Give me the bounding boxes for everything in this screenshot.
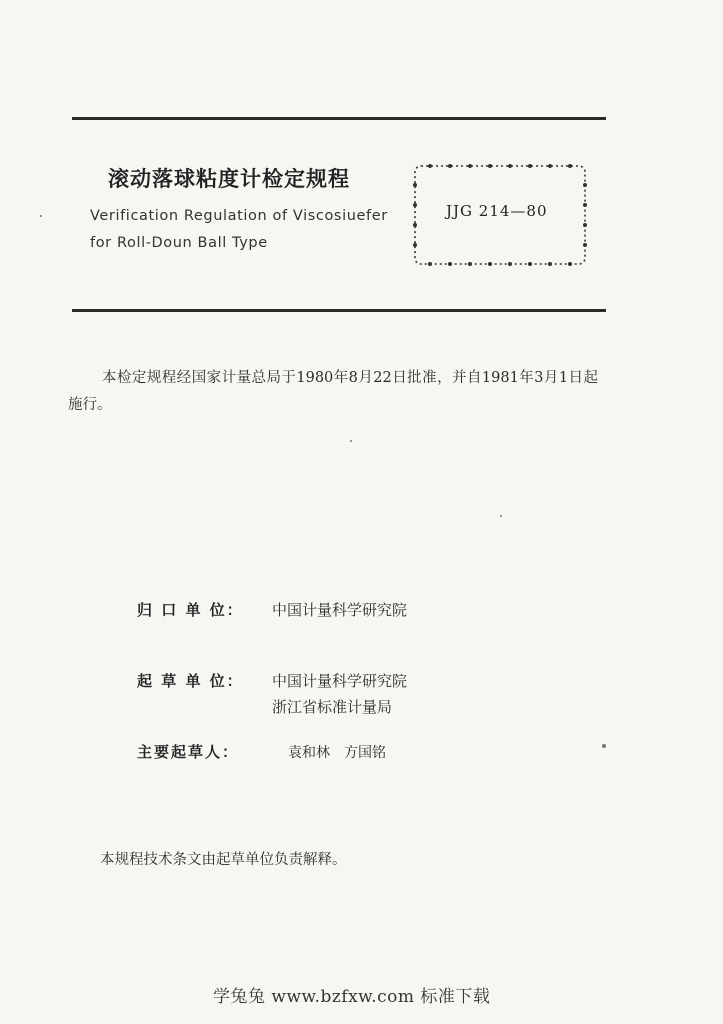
scan-speck: [40, 215, 42, 217]
main-drafters-names: 袁和林 方国铭: [288, 745, 386, 761]
title-english-line-1: Verification Regulation of Viscosiuefer: [90, 208, 388, 224]
title-english: [90, 203, 420, 257]
approval-paragraph: 本检定规程经国家计量总局于1980年8月22日批准，并自1981年3月1日起施行。: [68, 370, 598, 413]
regulation-code: JJG 214—80: [446, 202, 548, 220]
bottom-rule: [72, 309, 606, 312]
drafting-unit-values: [272, 668, 407, 720]
site-watermark: 学兔兔 www.bzfxw.com 标准下载: [213, 987, 491, 1007]
drafting-unit-name-2: 浙江省标准计量局: [272, 698, 393, 716]
main-drafters-label: 主要起草人：: [137, 743, 240, 761]
responsible-unit-value: [272, 597, 407, 623]
scan-speck: [500, 515, 502, 517]
drafting-unit-name-1: 中国计量科学研究院: [272, 672, 408, 690]
responsible-unit-name: 中国计量科学研究院: [272, 601, 408, 619]
main-drafters-value: [288, 740, 386, 766]
scan-speck: [602, 744, 606, 748]
scan-speck: [350, 440, 352, 442]
responsible-unit-label: 归 口 单 位：: [137, 601, 244, 619]
interpretation-note: 本规程技术条文由起草单位负责解释。: [100, 852, 347, 868]
title-english-line-2: for Roll-Doun Ball Type: [90, 235, 268, 251]
code-stamp-box: [410, 160, 590, 270]
top-rule: [72, 117, 606, 120]
title-chinese: 滚动落球粘度计检定规程: [108, 167, 350, 191]
drafting-unit-label: 起 草 单 位：: [137, 672, 244, 690]
